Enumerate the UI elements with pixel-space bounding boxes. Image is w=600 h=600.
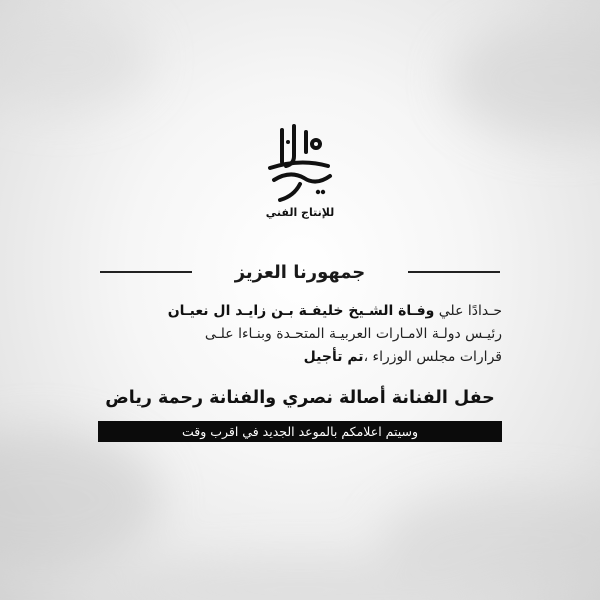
body-line-3-bold: تم تأجيل <box>303 349 364 365</box>
greeting-heading: جمهورنا العزيز <box>234 261 366 283</box>
body-line-1 <box>100 300 502 323</box>
notice-bar: وسيتم اعلامكم بالموعد الجديد في اقرب وقت <box>98 421 502 442</box>
body-line-3 <box>100 346 502 369</box>
brand-logo <box>248 122 352 234</box>
concert-headline: حفل الفنانة أصالة نصري والفنانة رحمة رياض <box>105 388 495 408</box>
body-line-3-prefix: قرارات مجلس الوزراء ، <box>363 349 502 365</box>
body-line-2: رئيـس دولـة الامـارات العربيـة المتحـدة وبنـاءا علـى <box>204 326 502 342</box>
body-line-1-prefix: حـدادًا علي <box>434 303 502 319</box>
heading-line-right <box>408 271 500 273</box>
body-line-1-bold: وفـاة الشـيخ خليفـة بـن زايـد ال نعيـان <box>167 303 435 319</box>
heading-line-left <box>100 271 192 273</box>
announcement-body <box>100 300 502 369</box>
logo-caption: للإنتاج الفني <box>265 206 335 219</box>
calligraphy-logo-icon <box>260 122 340 208</box>
heading-row <box>100 259 500 285</box>
